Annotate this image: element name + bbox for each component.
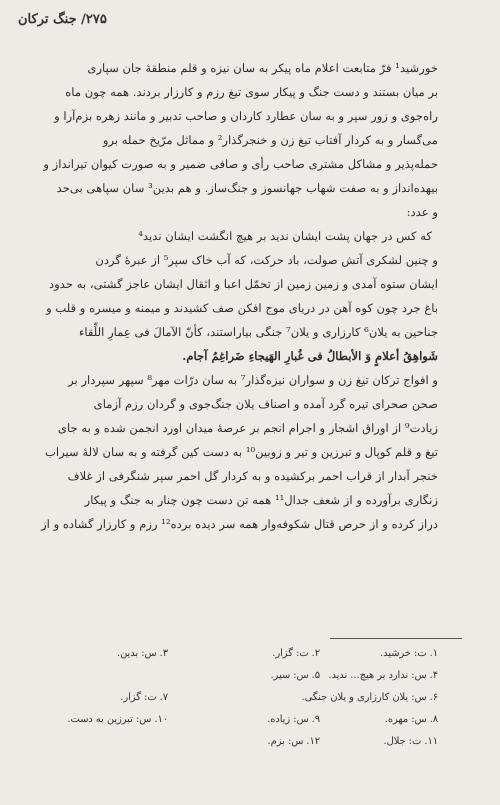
text-line: حمله‌پذیر و مشاکل مشتری صاحب رأی و صافی ضمیر و به صورت کیوان تیرانداز و <box>43 157 438 171</box>
footnote: ۲. ت: گزار. <box>272 648 320 659</box>
footnote: ۶. س: یلان کارزاری و یلان جنگی. <box>301 692 438 703</box>
text-line: خورشید¹ فرّ متابعت اعلام ماه پیکر به سان نیزه و قلم منطقهٔ جان سپاری <box>87 61 438 75</box>
paragraph-3 <box>40 368 438 536</box>
text-line: ایشان ستوه آمدی و زمین زمین از تحمّل اعبا و اثقال ایشان عاجز گشتی، به حدود <box>49 277 438 291</box>
footnotes <box>40 643 438 753</box>
footnote-row <box>40 665 438 687</box>
text-line: جناحین به یلان⁶ کارزاری و یلان⁷ جنگی بیاراستند، کأنّ الآمالَ فی عِمارِ اللِّقاء <box>78 325 438 339</box>
verse-line: که کس در جهان پشت ایشان ندید بر هیچ انگشت ایشان ندید⁴ <box>138 229 432 243</box>
footnote: ۵. س: سیر. <box>270 670 320 681</box>
text-line: زیادت⁹ از اوراق اشجار و اجرام انجم بر عرصهٔ میدان اورد انجمن شده و به جای <box>57 421 438 435</box>
text-line: راه‌جوی و زور سپر و به سان عطارد کاردان و صاحب تدبیر و مانند زهره بزم‌آرا و <box>54 109 438 123</box>
text-line: و چنین لشکری آتش صولت، باد حرکت، که آب خاک سپر⁵ از عبرهٔ گردن <box>95 253 438 267</box>
footnote-row <box>40 687 438 709</box>
footnote: ۷. ت: گزار. <box>120 692 168 703</box>
text-line: تیغ و قلم کوپال و تبرزین و تیر و زوبین¹⁰ به دست کین گرفته و به سان لالهٔ سیراب <box>45 445 438 459</box>
footnote: ۱۰. س: تبرزین به دست. <box>67 714 168 725</box>
main-text <box>40 56 438 536</box>
footnote-row <box>40 731 438 753</box>
text-line: و افواج ترکان تیغ زن و سواران نیزه‌گذار⁷ به سان درّات مهر⁸ سپهر سپردار بر <box>68 373 438 387</box>
running-header: ۲۷۵/ جنگ ترکان <box>18 12 107 27</box>
text-line: دراز کرده و از حرص قتال شکوفه‌وار همه سر دیده برده¹² رزم و کارزار گشاده و از <box>41 517 438 531</box>
text-line: و عدد: <box>406 205 438 219</box>
footnote: ۳. س: بدین. <box>116 648 168 659</box>
footnote-divider <box>330 638 462 639</box>
footnote-row <box>40 643 438 665</box>
page-number: ۲۷۵ <box>85 12 107 27</box>
footnote: ۱۲. س: بزم. <box>267 736 320 747</box>
running-title: جنگ ترکان <box>18 12 77 27</box>
text-line: خنجر آبدار از قراب احمر برکشیده و به کردار گل احمر سپر شنگرفی از غلاف <box>67 469 438 483</box>
footnote: ۱۱. ت: جلال. <box>383 736 438 747</box>
text-line: می‌گسار و به کردار آفتاب تیغ زن و خنجرگذار² و مماثل مرّیخ حمله برو <box>102 133 438 147</box>
paragraph-2 <box>40 248 438 368</box>
text-line: بر میان بستند و دست جنگ و پیکار سوی تیغ رزم و کارزار بردند. همه چون ماه <box>65 85 438 99</box>
footnote: ۹. س: زیاده. <box>267 714 320 725</box>
footnote: ۸. س: مهره. <box>384 714 438 725</box>
footnote: ۱. ت: خرشید. <box>379 648 438 659</box>
text-line: صحن صحرای تیره گرد آمده و اصناف یلان جنگ‌جوی و گردان رزم آزمای <box>93 397 438 411</box>
text-line: بیهده‌انداز و به صفت شهاب جهانسوز و جنگ‌ساز. و هم بدین³ سان سپاهی بی‌حد <box>56 181 438 195</box>
text-line: زنگاری برآورده و از شعف جدال¹¹ همه تن دست چون چنار به جنگ و پیکار <box>84 493 438 507</box>
footnote: ۴. س: ندارد بر هیچ... ندید. <box>328 670 438 681</box>
text-line: باغ جرد چون کوه آهن در دریای موج افکن صف کشیدند و میمنه و میسره و قلب و <box>46 301 438 315</box>
footnote-row <box>40 709 438 731</box>
paragraph-1 <box>40 56 438 224</box>
arabic-quote-line: شَواهِقُ أعلامٍ وَ الأبطالُ فی غُبارِ الهَیجاءِ ضَراغِمُ آجام. <box>182 349 438 363</box>
